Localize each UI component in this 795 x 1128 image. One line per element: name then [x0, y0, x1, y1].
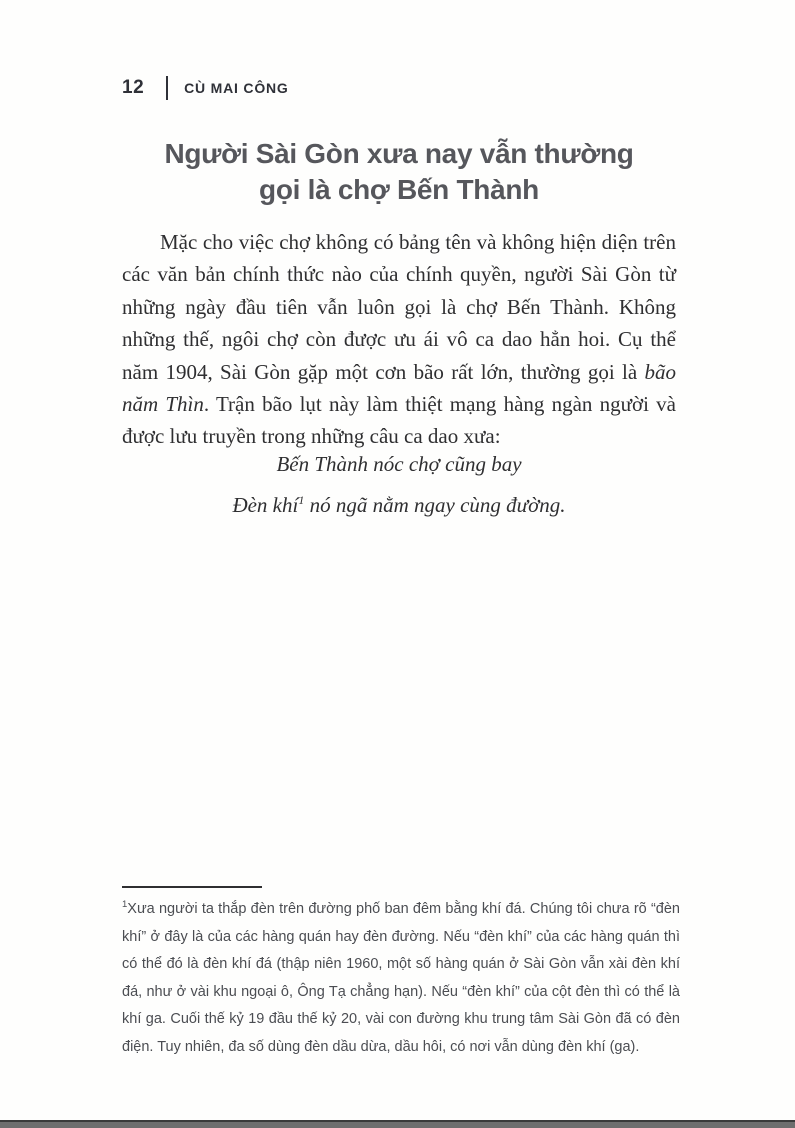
- paragraph-text-1: Mặc cho việc chợ không có bảng tên và không hiện diện trên các văn bản chính thức nào của chính quyền, người Sài Gòn từ những ngày đầu tiên vẫn luôn gọi là chợ Bến Thành. Không những thế, ngôi chợ còn được ưu ái vô ca dao hẳn hoi. Cụ thể năm 1904, Sài Gòn gặp một cơn bão rất lớn, thường gọi là: [122, 230, 676, 384]
- chapter-title-line-2: gọi là chợ Bến Thành: [259, 174, 539, 205]
- body-paragraph: [122, 226, 676, 453]
- footnote-text: Xưa người ta thắp đèn trên đường phố ban đêm bằng khí đá. Chúng tôi chưa rõ “đèn khí” ở đây là của các hàng quán hay đèn đường. Nếu “đèn khí” của các hàng quán thì có thể đó là đèn khí đá (thập niên 1960, một số hàng quán ở Sài Gòn vẫn xài đèn khí đá, như ở vài khu ngoại ô, Ông Tạ chẳng hạn). Nếu “đèn khí” của cột đèn thì có thể là khí ga. Cuối thế kỷ 19 đầu thế kỷ 20, vài con đường khu trung tâm Sài Gòn đã có đèn điện. Tuy nhiên, đa số dùng đèn dầu dừa, dầu hôi, có nơi vẫn dùng đèn khí (ga).: [122, 901, 680, 1055]
- header-divider: [166, 76, 168, 100]
- paragraph-text-2: . Trận bão lụt này làm thiệt mạng hàng ngàn người và được lưu truyền trong những câu ca dao xưa:: [122, 392, 676, 449]
- verse-line-1: Bến Thành nóc chợ cũng bay: [276, 452, 522, 476]
- verse-line-2: [122, 493, 676, 517]
- chapter-title-line-1: Người Sài Gòn xưa nay vẫn thường: [164, 138, 634, 169]
- footnote-reference: 1: [298, 493, 305, 507]
- running-head-author: CÙ MAI CÔNG: [184, 80, 289, 96]
- running-head: [122, 76, 289, 100]
- footnote-separator: [122, 886, 262, 888]
- footnote-marker: 1: [122, 899, 128, 911]
- verse-line-2-text-1: Đèn khí: [232, 493, 299, 517]
- folk-verse: [122, 452, 676, 517]
- verse-line-2-text-2: nó ngã nằm ngay cùng đường.: [304, 493, 566, 517]
- chapter-title: [122, 136, 676, 208]
- paragraph-italic-phrase: bão năm Thìn: [122, 359, 676, 417]
- footnote: [122, 896, 680, 1062]
- scan-edge-bar: [0, 1120, 795, 1128]
- page-number: 12: [122, 77, 145, 98]
